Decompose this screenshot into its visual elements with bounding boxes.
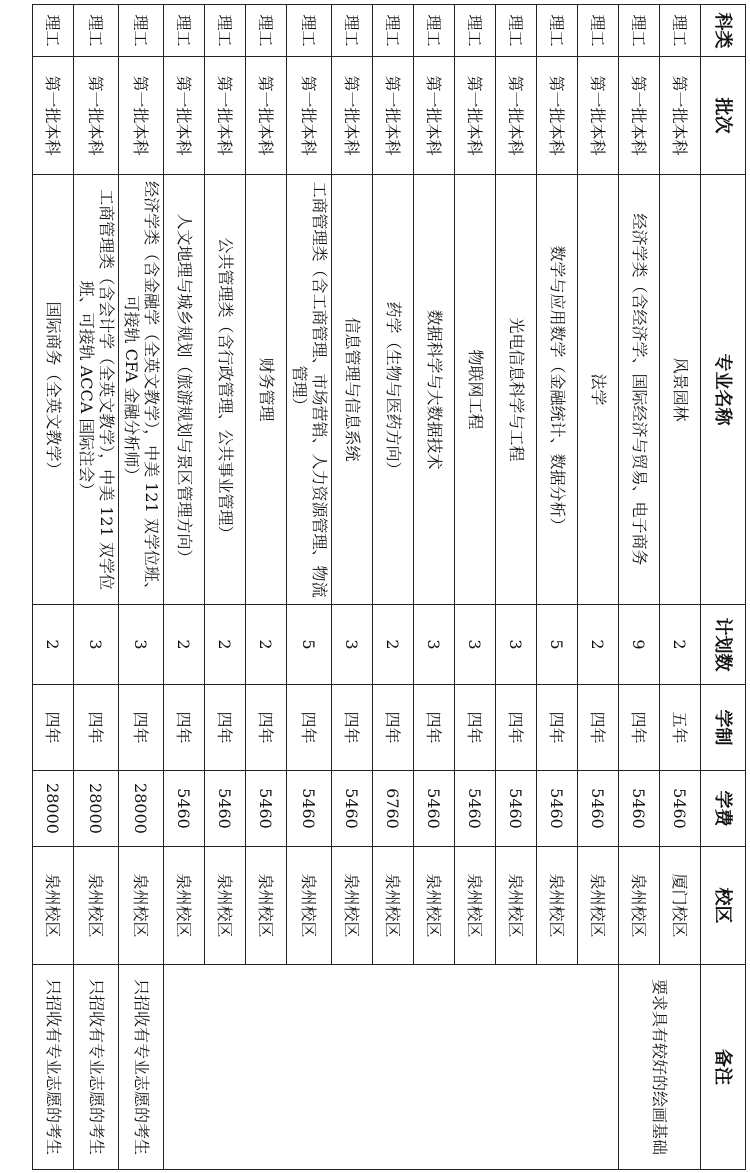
cell-fee: 5460 xyxy=(496,771,537,847)
cell-plan: 2 xyxy=(164,605,205,685)
cell-fee: 5460 xyxy=(578,771,619,847)
cell-note-volunteer: 只招收有专业志愿的考生 xyxy=(74,965,119,1170)
cell-duration: 五年 xyxy=(660,685,701,771)
cell-batch: 第一批本科 xyxy=(205,57,246,175)
header-fee: 学费 xyxy=(701,771,746,847)
cell-fee: 28000 xyxy=(33,771,74,847)
cell-duration: 四年 xyxy=(164,685,205,771)
cell-duration: 四年 xyxy=(578,685,619,771)
enrollment-plan-table xyxy=(32,4,746,1170)
header-note: 备注 xyxy=(701,965,746,1170)
cell-major: 信息管理与信息系统 xyxy=(332,175,373,605)
cell-category: 理工 xyxy=(496,5,537,57)
cell-campus: 泉州校区 xyxy=(287,847,332,965)
cell-duration: 四年 xyxy=(537,685,578,771)
header-category: 科类 xyxy=(701,5,746,57)
cell-fee: 28000 xyxy=(74,771,119,847)
cell-duration: 四年 xyxy=(619,685,660,771)
cell-category: 理工 xyxy=(537,5,578,57)
cell-batch: 第一批本科 xyxy=(496,57,537,175)
table-row xyxy=(33,5,74,1170)
cell-campus: 厦门校区 xyxy=(660,847,701,965)
cell-fee: 28000 xyxy=(119,771,164,847)
cell-major: 风景园林 xyxy=(660,175,701,605)
cell-major: 物联网工程 xyxy=(455,175,496,605)
cell-note-volunteer: 只招收有专业志愿的考生 xyxy=(33,965,74,1170)
cell-category: 理工 xyxy=(660,5,701,57)
cell-batch: 第一批本科 xyxy=(164,57,205,175)
cell-campus: 泉州校区 xyxy=(455,847,496,965)
cell-fee: 5460 xyxy=(455,771,496,847)
cell-major: 工商管理类（含会计学（全英文教学），中美 121 双学位班、可接轨 ACCA 国际注会） xyxy=(74,175,119,605)
cell-plan: 2 xyxy=(205,605,246,685)
cell-plan: 5 xyxy=(537,605,578,685)
cell-major: 光电信息科学与工程 xyxy=(496,175,537,605)
cell-campus: 泉州校区 xyxy=(373,847,414,965)
cell-duration: 四年 xyxy=(455,685,496,771)
header-duration: 学制 xyxy=(701,685,746,771)
cell-plan: 3 xyxy=(455,605,496,685)
header-campus: 校区 xyxy=(701,847,746,965)
cell-campus: 泉州校区 xyxy=(619,847,660,965)
header-plan: 计划数 xyxy=(701,605,746,685)
cell-category: 理工 xyxy=(578,5,619,57)
cell-duration: 四年 xyxy=(496,685,537,771)
cell-fee: 5460 xyxy=(332,771,373,847)
cell-category: 理工 xyxy=(332,5,373,57)
cell-duration: 四年 xyxy=(332,685,373,771)
cell-category: 理工 xyxy=(205,5,246,57)
cell-batch: 第一批本科 xyxy=(537,57,578,175)
table-row xyxy=(578,5,619,1170)
cell-campus: 泉州校区 xyxy=(164,847,205,965)
cell-fee: 5460 xyxy=(246,771,287,847)
cell-batch: 第一批本科 xyxy=(619,57,660,175)
cell-fee: 6760 xyxy=(373,771,414,847)
cell-plan: 5 xyxy=(287,605,332,685)
cell-category: 理工 xyxy=(414,5,455,57)
cell-plan: 3 xyxy=(496,605,537,685)
cell-batch: 第一批本科 xyxy=(246,57,287,175)
cell-major: 数学与应用数学（金融统计、数据分析） xyxy=(537,175,578,605)
header-major: 专业名称 xyxy=(701,175,746,605)
cell-duration: 四年 xyxy=(287,685,332,771)
cell-category: 理工 xyxy=(33,5,74,57)
cell-batch: 第一批本科 xyxy=(119,57,164,175)
cell-duration: 四年 xyxy=(205,685,246,771)
cell-note-empty xyxy=(164,965,619,1170)
cell-category: 理工 xyxy=(455,5,496,57)
cell-batch: 第一批本科 xyxy=(660,57,701,175)
cell-category: 理工 xyxy=(373,5,414,57)
cell-plan: 3 xyxy=(414,605,455,685)
cell-campus: 泉州校区 xyxy=(205,847,246,965)
cell-major: 经济学类（含经济学、国际经济与贸易、电子商务 xyxy=(619,175,660,605)
cell-fee: 5460 xyxy=(205,771,246,847)
cell-category: 理工 xyxy=(74,5,119,57)
cell-category: 理工 xyxy=(119,5,164,57)
cell-duration: 四年 xyxy=(373,685,414,771)
cell-major: 公共管理类（含行政管理、公共事业管理） xyxy=(205,175,246,605)
cell-batch: 第一批本科 xyxy=(578,57,619,175)
cell-campus: 泉州校区 xyxy=(246,847,287,965)
cell-major: 经济学类（含金融学（全英文教学），中美 121 双学位班、可接轨 CFA 金融分析师） xyxy=(119,175,164,605)
cell-plan: 3 xyxy=(332,605,373,685)
cell-plan: 2 xyxy=(660,605,701,685)
cell-major: 法学 xyxy=(578,175,619,605)
cell-duration: 四年 xyxy=(414,685,455,771)
cell-batch: 第一批本科 xyxy=(373,57,414,175)
header-row xyxy=(701,5,746,1170)
cell-plan: 2 xyxy=(246,605,287,685)
cell-plan: 2 xyxy=(373,605,414,685)
cell-fee: 5460 xyxy=(619,771,660,847)
cell-batch: 第一批本科 xyxy=(74,57,119,175)
cell-plan: 2 xyxy=(33,605,74,685)
cell-plan: 3 xyxy=(119,605,164,685)
cell-major: 人文地理与城乡规划（旅游规划与景区管理方向） xyxy=(164,175,205,605)
cell-duration: 四年 xyxy=(119,685,164,771)
table-row xyxy=(119,5,164,1170)
cell-batch: 第一批本科 xyxy=(414,57,455,175)
cell-category: 理工 xyxy=(164,5,205,57)
cell-campus: 泉州校区 xyxy=(332,847,373,965)
cell-major: 工商管理类（含工商管理、市场营销、人力资源管理、物流管理） xyxy=(287,175,332,605)
cell-category: 理工 xyxy=(619,5,660,57)
cell-campus: 泉州校区 xyxy=(537,847,578,965)
cell-major: 国际商务（全英文教学） xyxy=(33,175,74,605)
cell-note-volunteer: 只招收有专业志愿的考生 xyxy=(119,965,164,1170)
cell-major: 药学（生物与医药方向） xyxy=(373,175,414,605)
cell-fee: 5460 xyxy=(287,771,332,847)
cell-duration: 四年 xyxy=(246,685,287,771)
cell-major: 财务管理 xyxy=(246,175,287,605)
cell-campus: 泉州校区 xyxy=(496,847,537,965)
cell-campus: 泉州校区 xyxy=(119,847,164,965)
cell-category: 理工 xyxy=(287,5,332,57)
cell-fee: 5460 xyxy=(537,771,578,847)
cell-campus: 泉州校区 xyxy=(414,847,455,965)
header-batch: 批次 xyxy=(701,57,746,175)
cell-fee: 5460 xyxy=(660,771,701,847)
cell-batch: 第一批本科 xyxy=(455,57,496,175)
cell-fee: 5460 xyxy=(414,771,455,847)
table-row xyxy=(660,5,701,1170)
cell-batch: 第一批本科 xyxy=(332,57,373,175)
cell-fee: 5460 xyxy=(164,771,205,847)
cell-batch: 第一批本科 xyxy=(33,57,74,175)
cell-note-drawing: 要求具有较好的绘画基础 xyxy=(619,965,701,1170)
cell-campus: 泉州校区 xyxy=(74,847,119,965)
cell-duration: 四年 xyxy=(33,685,74,771)
cell-category: 理工 xyxy=(246,5,287,57)
cell-campus: 泉州校区 xyxy=(33,847,74,965)
cell-plan: 9 xyxy=(619,605,660,685)
cell-plan: 2 xyxy=(578,605,619,685)
cell-plan: 3 xyxy=(74,605,119,685)
table-row xyxy=(74,5,119,1170)
cell-campus: 泉州校区 xyxy=(578,847,619,965)
cell-batch: 第一批本科 xyxy=(287,57,332,175)
cell-duration: 四年 xyxy=(74,685,119,771)
cell-major: 数据科学与大数据技术 xyxy=(414,175,455,605)
